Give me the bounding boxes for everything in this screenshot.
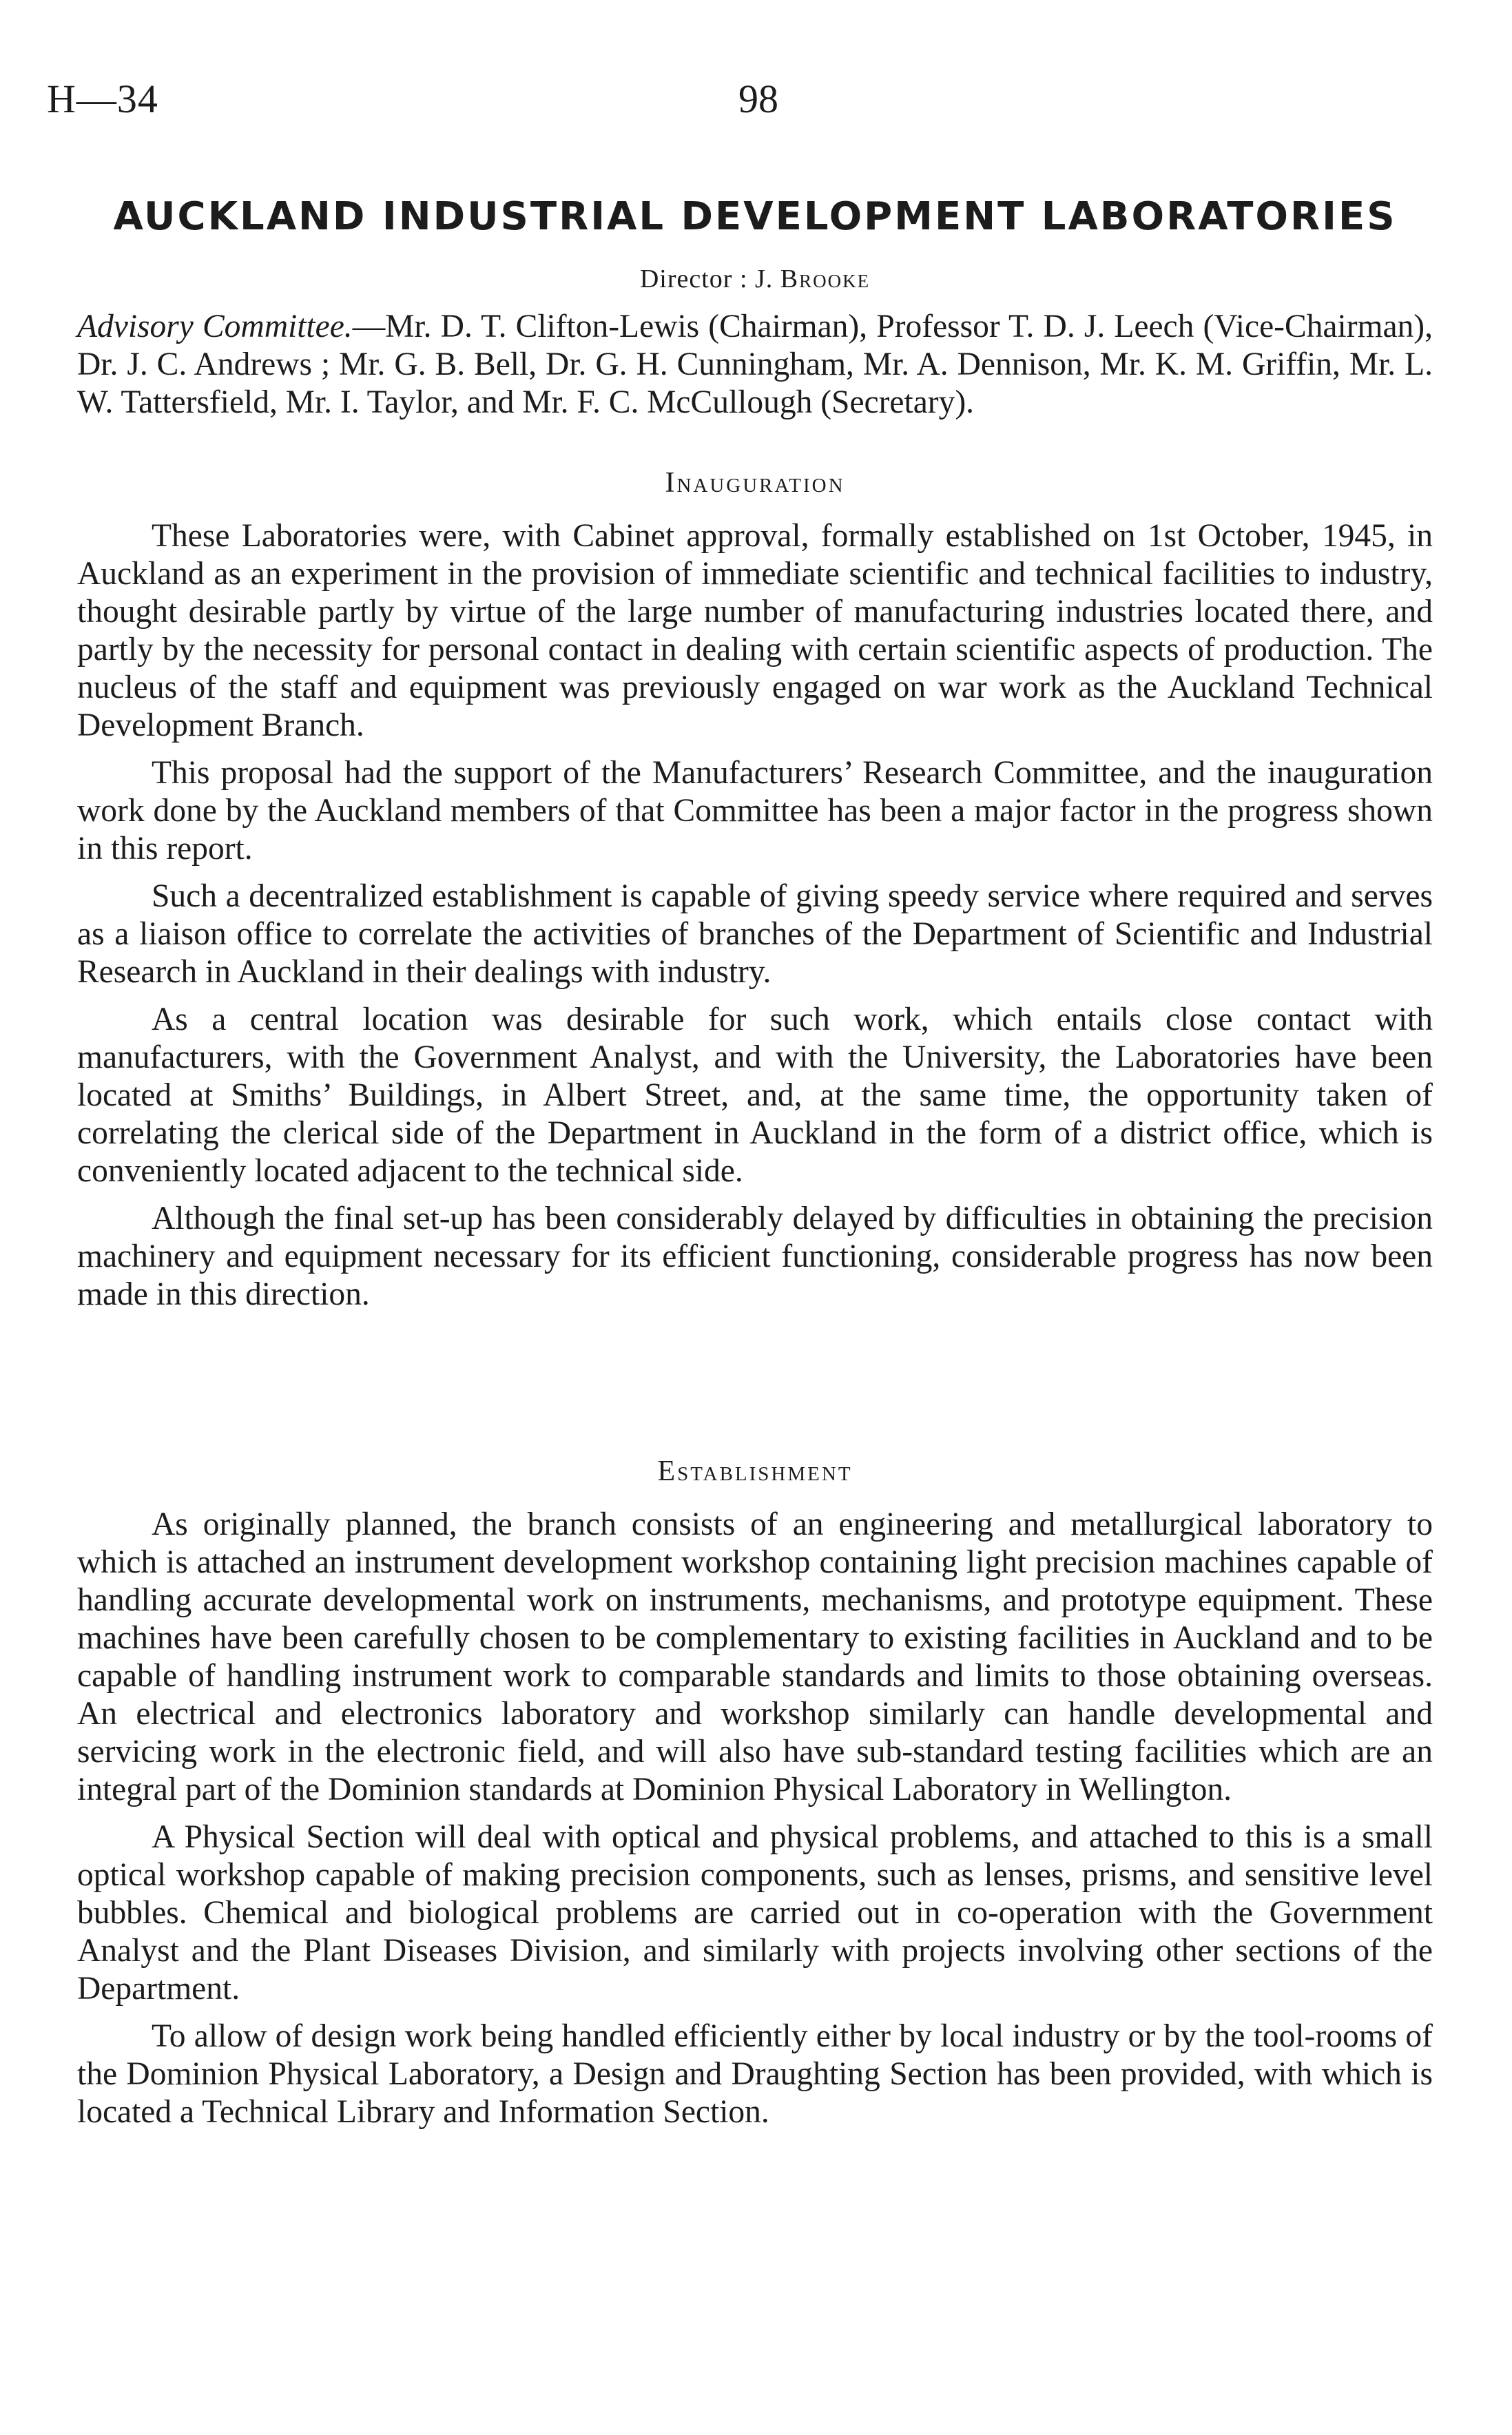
- paragraph: As a central location was desirable for such work, which entails close contact with manufacturers, with the Government Analyst, and with the University, the Laboratories have been located at Smiths’ Buildings, in Albert Street, and, at the same time, the opportunity taken of correlating the clerical side of the Department in Auckland in the form of a district office, which is conveniently located adjacent to the technical side.: [77, 1002, 1433, 1189]
- document-reference: H—34: [47, 76, 158, 121]
- committee-lead: Advisory Committee.: [77, 309, 353, 344]
- section-heading-inauguration: Inauguration: [665, 467, 845, 499]
- running-header: [47, 0, 1433, 131]
- paragraph: Although the final set-up has been considerably delayed by difficulties in obtaining the precision machinery and equipment necessary for its efficient functioning, considerable progress has now been made in this direction.: [77, 1201, 1433, 1312]
- paragraph: As originally planned, the branch consists of an engineering and metallurgical laboratory to which is attached an instrument development workshop containing light precision machines capable of handling accurate developmental work on instruments, mechanisms, and prototype equipment. These machines have been carefully chosen to be complementary to existing facilities in Auckland and to be capable of handling instrument work to comparable standards and limits to those obtaining overseas. An electrical and electronics laboratory and workshop similarly can handle developmental and servicing work in the electronic field, and will also have sub-standard testing facilities which are an integral part of the Dominion standards at Dominion Physical Laboratory in Wellington.: [77, 1506, 1433, 1807]
- committee-members: —Mr. D. T. Clifton-Lewis (Chairman), Professor T. D. J. Leech (Vice-Chairman), Dr. J. C. Andrews ; Mr. G. B. Bell, Dr. G. H. Cunningham, Mr. A. Dennison, Mr. K. M. Griffin, Mr. L. W. Tattersfield, Mr. I. Taylor, and Mr. F. C. McCullough (Secretary).: [77, 309, 1433, 420]
- advisory-committee: [77, 308, 1433, 422]
- page-title: AUCKLAND INDUSTRIAL DEVELOPMENT LABORATORIES: [113, 194, 1397, 239]
- paragraph: Such a decentralized establishment is capable of giving speedy service where required and serves as a liaison office to correlate the activities of branches of the Department of Scientific and Industrial Research in Auckland in their dealings with industry.: [77, 878, 1433, 990]
- director-line: [77, 264, 1433, 294]
- section-heading-establishment: Establishment: [657, 1455, 853, 1487]
- page-number: 98: [738, 76, 778, 121]
- paragraph: A Physical Section will deal with optical and physical problems, and attached to this is a small optical workshop capable of making precision components, such as lenses, prisms, and sensitive level bubbles. Chemical and biological problems are carried out in co-operation with the Government Analyst and the Plant Diseases Division, and similarly with projects involving other sections of the Department.: [77, 1819, 1433, 2007]
- paragraph: This proposal had the support of the Manufacturers’ Research Committee, and the inauguration work done by the Auckland members of that Committee has been a major factor in the progress shown in this report.: [77, 755, 1433, 867]
- paragraph: To allow of design work being handled efficiently either by local industry or by the tool-rooms of the Dominion Physical Laboratory, a Design and Draughting Section has been provided, with which is located a Technical Library and Information Section.: [77, 2018, 1433, 2130]
- paragraph: These Laboratories were, with Cabinet approval, formally established on 1st October, 1945, in Auckland as an experiment in the provision of immediate scientific and technical facilities to industry, thought desirable partly by virtue of the large number of manufacturing industries located there, and partly by the necessity for personal contact in dealing with certain scientific aspects of production. The nucleus of the staff and equipment was previously engaged on war work as the Auckland Technical Development Branch.: [77, 518, 1433, 743]
- director-label: Director : J.: [639, 265, 774, 293]
- director-name: Brooke: [780, 265, 871, 293]
